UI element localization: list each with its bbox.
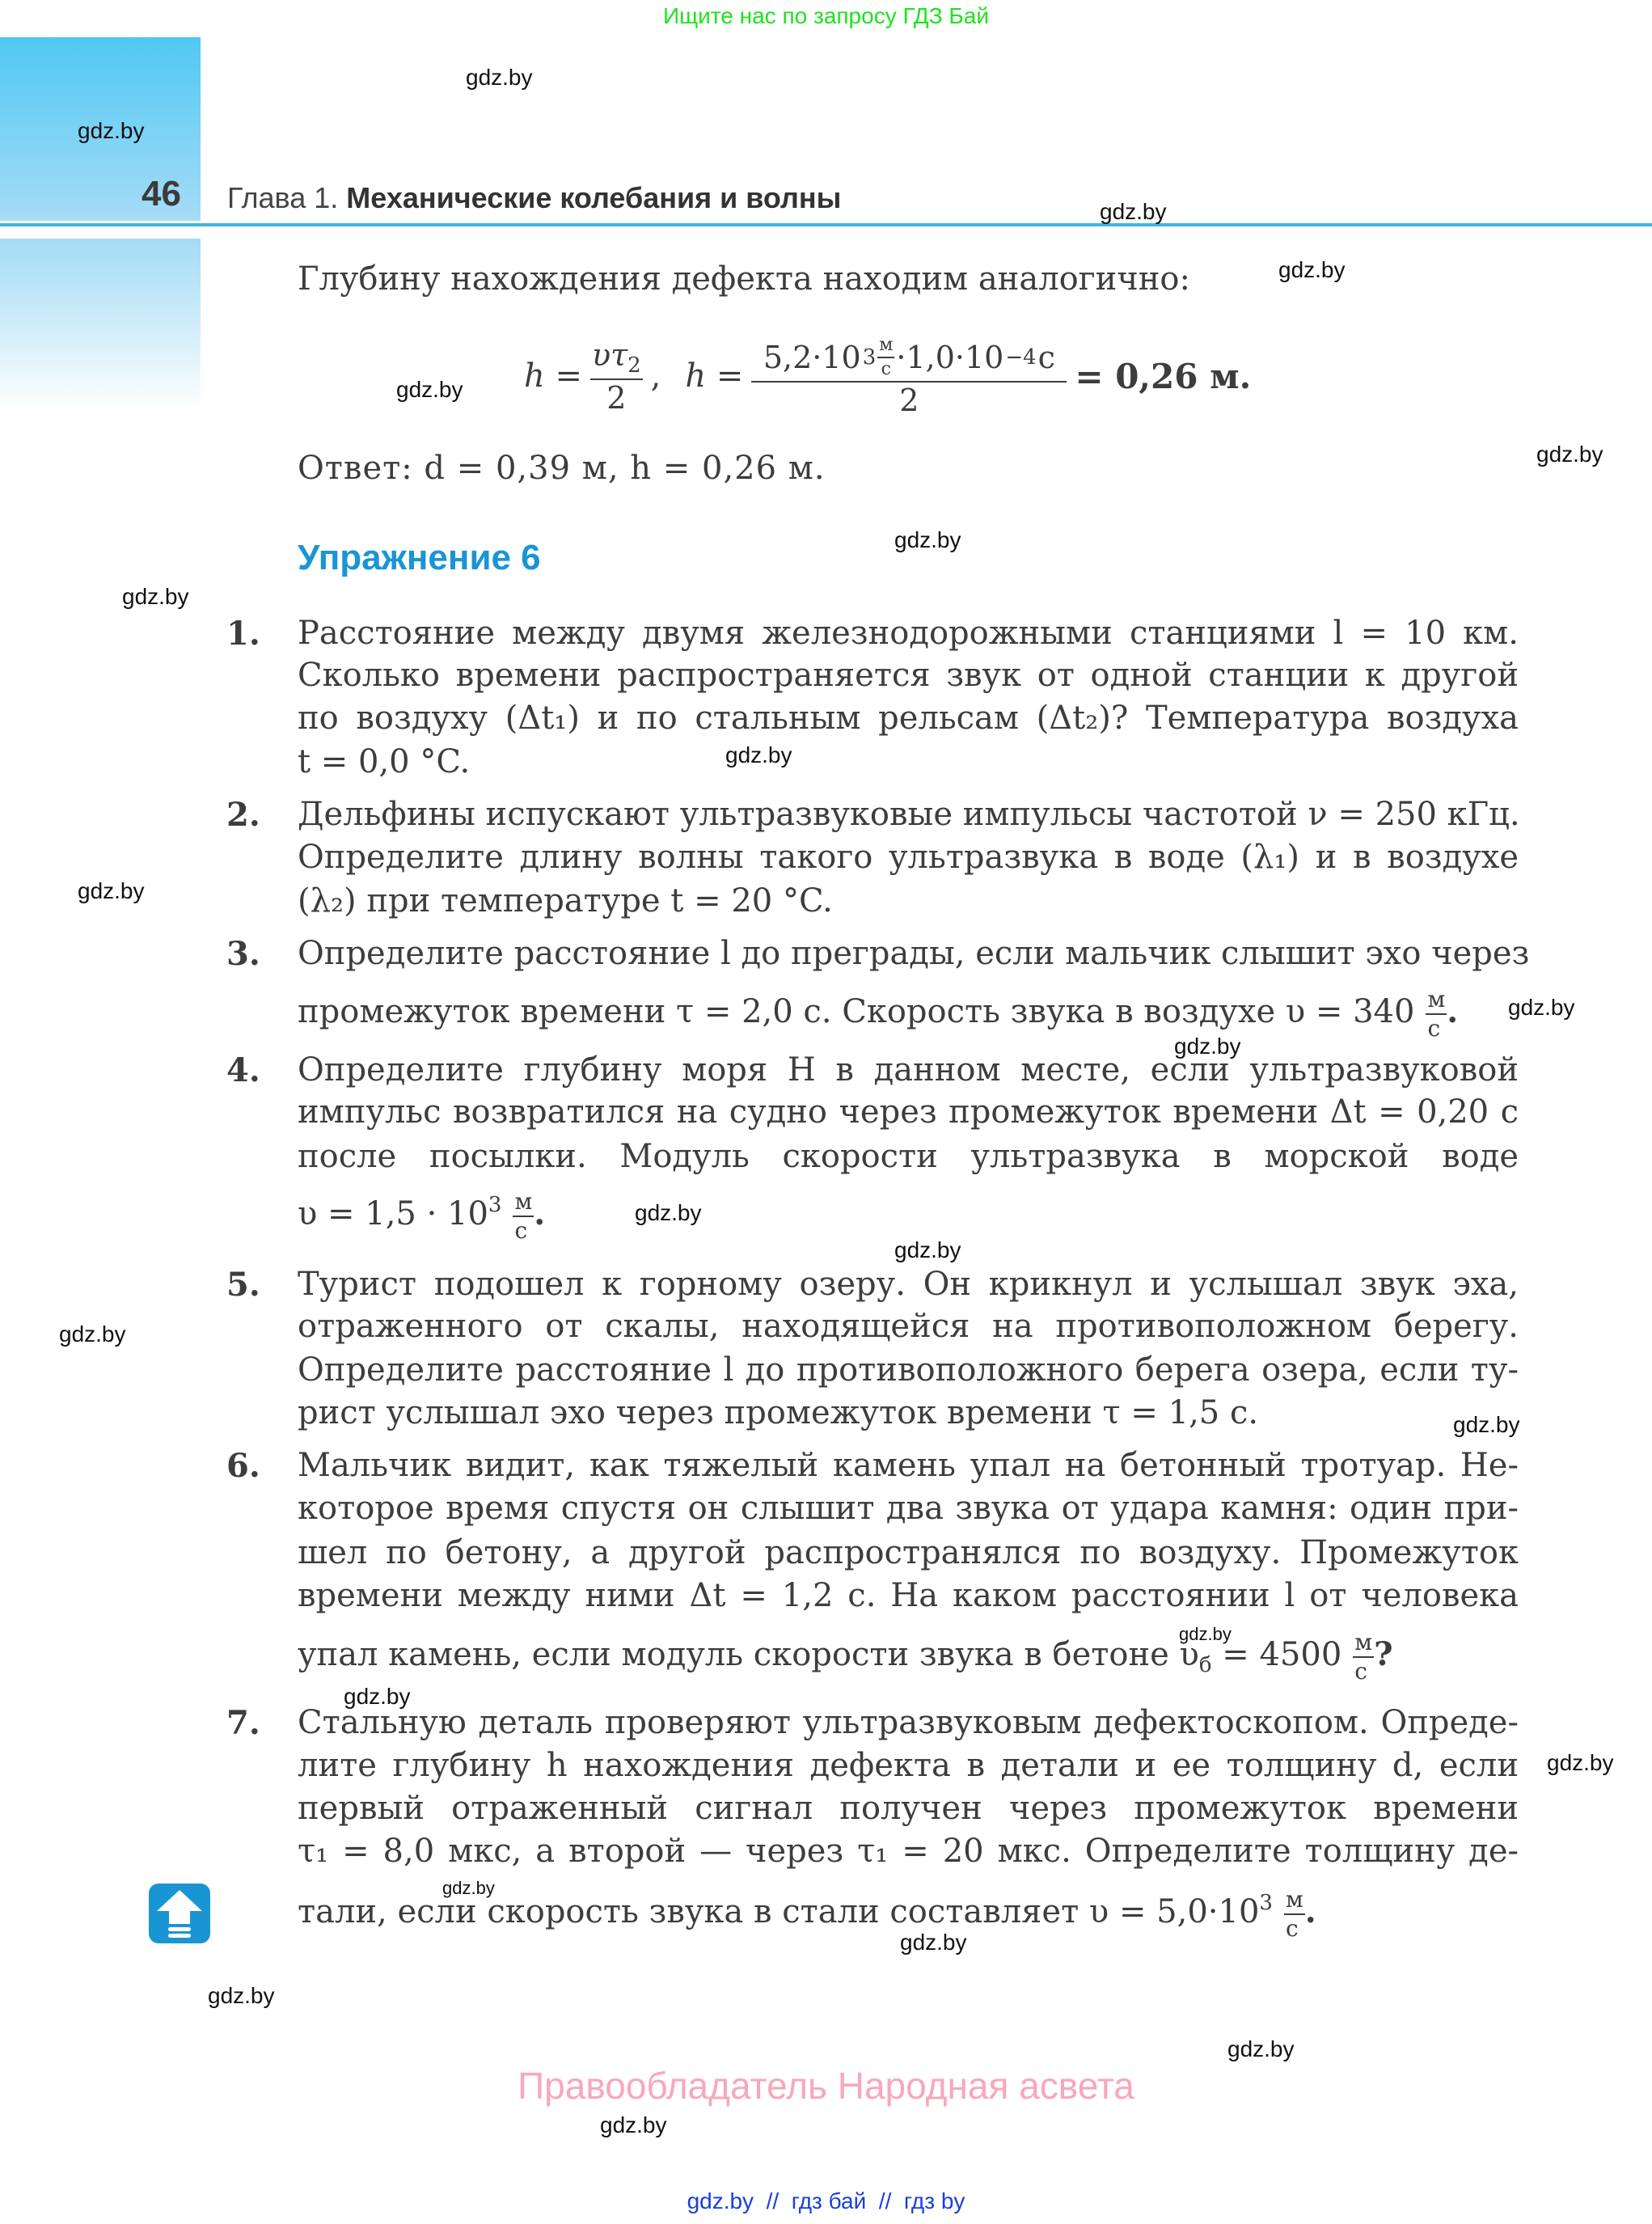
watermark: gdz.by <box>1453 1412 1520 1437</box>
unit-fraction: $\frac{м}{с}$ <box>514 1188 533 1244</box>
exercise-line: тали, если скорость звука в стали составляет $\upsilon = 5,0\cdot 10^3$ $\frac{м}{с}$ . <box>298 1886 1316 1942</box>
exercise-line: времени между ними Δt = 1,2 с. На каком расстоянии l от человека <box>298 1577 1519 1614</box>
margin-gradient <box>0 239 201 412</box>
watermark: gdz.by <box>1100 199 1167 224</box>
watermark: gdz.by <box>208 1983 275 2008</box>
watermark: gdz.by <box>894 1237 961 1262</box>
watermark: gdz.by <box>900 1930 967 1955</box>
exercise-number: 7. <box>226 1704 260 1742</box>
exercise-line: лите глубину h нахождения дефекта в детали и ее толщину d, если <box>298 1747 1519 1784</box>
header-divider <box>0 223 1652 226</box>
exercise-line: Мальчик видит, как тяжелый камень упал на бетонный тротуар. Не- <box>298 1447 1519 1484</box>
unit-fraction: $\frac{м}{с}$ <box>1427 986 1446 1042</box>
watermark: gdz.by <box>396 377 463 402</box>
watermark: gdz.by <box>122 584 189 609</box>
watermark: gdz.by <box>78 878 145 903</box>
watermark: gdz.by <box>466 65 533 90</box>
watermark: gdz.by <box>1227 2036 1295 2061</box>
exercise-line: t = 0,0 °C. <box>298 743 471 780</box>
exercise-line: упал камень, если модуль скорости звука в бетоне $\upsilon_б = 4500$ $\frac{м}{с}$ ? <box>298 1629 1393 1685</box>
exercise-title: Упражнение 6 <box>298 538 541 577</box>
exercise-line: промежуток времени τ = 2,0 с. Скорость звука в воздухе υ = 340 $\frac{м}{с}$ . <box>298 986 1459 1042</box>
exercise-number: 4. <box>226 1051 260 1089</box>
formula-lhs1: h = <box>524 357 582 395</box>
exercise-line: Определите длину волны такого ультразвука в воде (λ₁) и в воздухе <box>298 839 1519 876</box>
exercise-line: Стальную деталь проверяют ультразвуковым дефектоскопом. Опреде- <box>298 1704 1519 1741</box>
exercise-line: Дельфины испускают ультразвуковые импульсы частотой ν = 250 кГц. <box>298 796 1520 833</box>
exercise-number: 6. <box>226 1447 260 1485</box>
formula-result: = 0,26 м. <box>1075 356 1252 396</box>
formula-frac1: $\frac{\upsilon\tau_2}{2}$ <box>592 336 641 416</box>
watermark: gdz.by <box>344 1684 411 1709</box>
exercise-line: Определите расстояние l до противоположного берега озера, если ту- <box>298 1351 1519 1389</box>
top-banner: Ищите нас по запросу ГДЗ Бай <box>662 3 990 28</box>
watermark: gdz.by <box>59 1321 126 1347</box>
watermark: gdz.by <box>600 2112 667 2137</box>
exercise-line: по воздуху (Δt₁) и по стальным рельсам (Δt₂)? Температура воздуха <box>298 700 1519 737</box>
exercise-line: рист услышал эхо через промежуток времени τ = 1,5 с. <box>298 1394 1259 1431</box>
exercise-line: отраженного от скалы, находящейся на противоположном берегу. <box>298 1308 1519 1345</box>
exercise-line: Расстояние между двумя железнодорожными станциями l = 10 км. <box>298 615 1519 652</box>
upload-arrow-icon <box>149 1884 210 1943</box>
watermark: gdz.by <box>78 118 145 143</box>
watermark: gdz.by <box>1508 995 1575 1020</box>
exercise-line: которое время спустя он слышит два звука от удара камня: один при- <box>298 1490 1519 1527</box>
exercise-line: импульс возвратился на судно через промежуток времени Δt = 0,20 с <box>298 1093 1519 1131</box>
exercise-line: τ₁ = 8,0 мкс, а второй — через τ₁ = 20 мкс. Определите толщину де- <box>298 1833 1519 1870</box>
solution-answer: Ответ: d = 0,39 м, h = 0,26 м. <box>298 450 826 487</box>
formula-frac2: 5,2·10 3 $\frac{м}{с}$ ·1,0·10 −4 с 2 <box>751 336 1067 416</box>
footer-links[interactable]: gdz.by // гдз бай // гдз by <box>687 2188 965 2213</box>
exercise-number: 2. <box>226 796 260 834</box>
exercise-number: 3. <box>226 935 260 973</box>
unit-fraction: $\frac{м}{с}$ <box>1285 1886 1303 1942</box>
copyright-notice: Правообладатель Народная асвета <box>518 2065 1134 2107</box>
exercise-number: 1. <box>226 615 260 653</box>
exercise-line: Определите расстояние l до преграды, если мальчик слышит эхо через <box>298 935 1530 972</box>
formula-lhs2: h = <box>685 357 744 395</box>
exercise-line: Турист подошел к горному озеру. Он крикнул и услышал звук эха, <box>298 1266 1519 1303</box>
watermark: gdz.by <box>725 742 792 767</box>
chapter-header <box>227 181 841 215</box>
unit-fraction: $\frac{м}{с}$ <box>879 335 894 379</box>
solution-formula: h = $\frac{\upsilon\tau_2}{2}$ , h = 5,2·10 3 $\frac{м}{с}$ ·1,0·10 −4 с 2 = 0,26 м. <box>524 335 1252 418</box>
watermark: gdz.by <box>1547 1750 1614 1775</box>
watermark: gdz.by <box>1278 257 1346 282</box>
page-number: 46 <box>142 174 181 214</box>
exercise-line: $\upsilon = 1,5 \cdot 10^3$ $\frac{м}{с}$ . <box>298 1188 546 1244</box>
watermark: gdz.by <box>1536 442 1603 467</box>
watermark: gdz.by <box>635 1200 702 1225</box>
watermark: gdz.by <box>1174 1034 1241 1059</box>
chapter-prefix: Глава 1. <box>227 181 339 214</box>
exercise-line: (λ₂) при температуре t = 20 °C. <box>298 882 833 920</box>
exercise-line: шел по бетону, а другой распространялся по воздуху. Промежуток <box>298 1534 1519 1571</box>
watermark: gdz.by <box>1179 1624 1232 1644</box>
unit-fraction: $\frac{м}{с}$ <box>1354 1629 1373 1685</box>
watermark: gdz.by <box>442 1878 495 1898</box>
exercise-line: первый отраженный сигнал получен через промежуток времени <box>298 1790 1519 1827</box>
exercise-line: Определите глубину моря H в данном месте, если ультразвуковой <box>298 1051 1519 1089</box>
chapter-title: Механические колебания и волны <box>346 181 842 214</box>
exercise-line: после посылки. Модуль скорости ультразвука в морской воде <box>298 1138 1519 1175</box>
exercise-number: 5. <box>226 1266 260 1304</box>
exercise-line: Сколько времени распространяется звук от одной станции к другой <box>298 657 1519 694</box>
solution-intro: Глубину нахождения дефекта находим аналогично: <box>298 260 1190 298</box>
watermark: gdz.by <box>894 527 961 552</box>
